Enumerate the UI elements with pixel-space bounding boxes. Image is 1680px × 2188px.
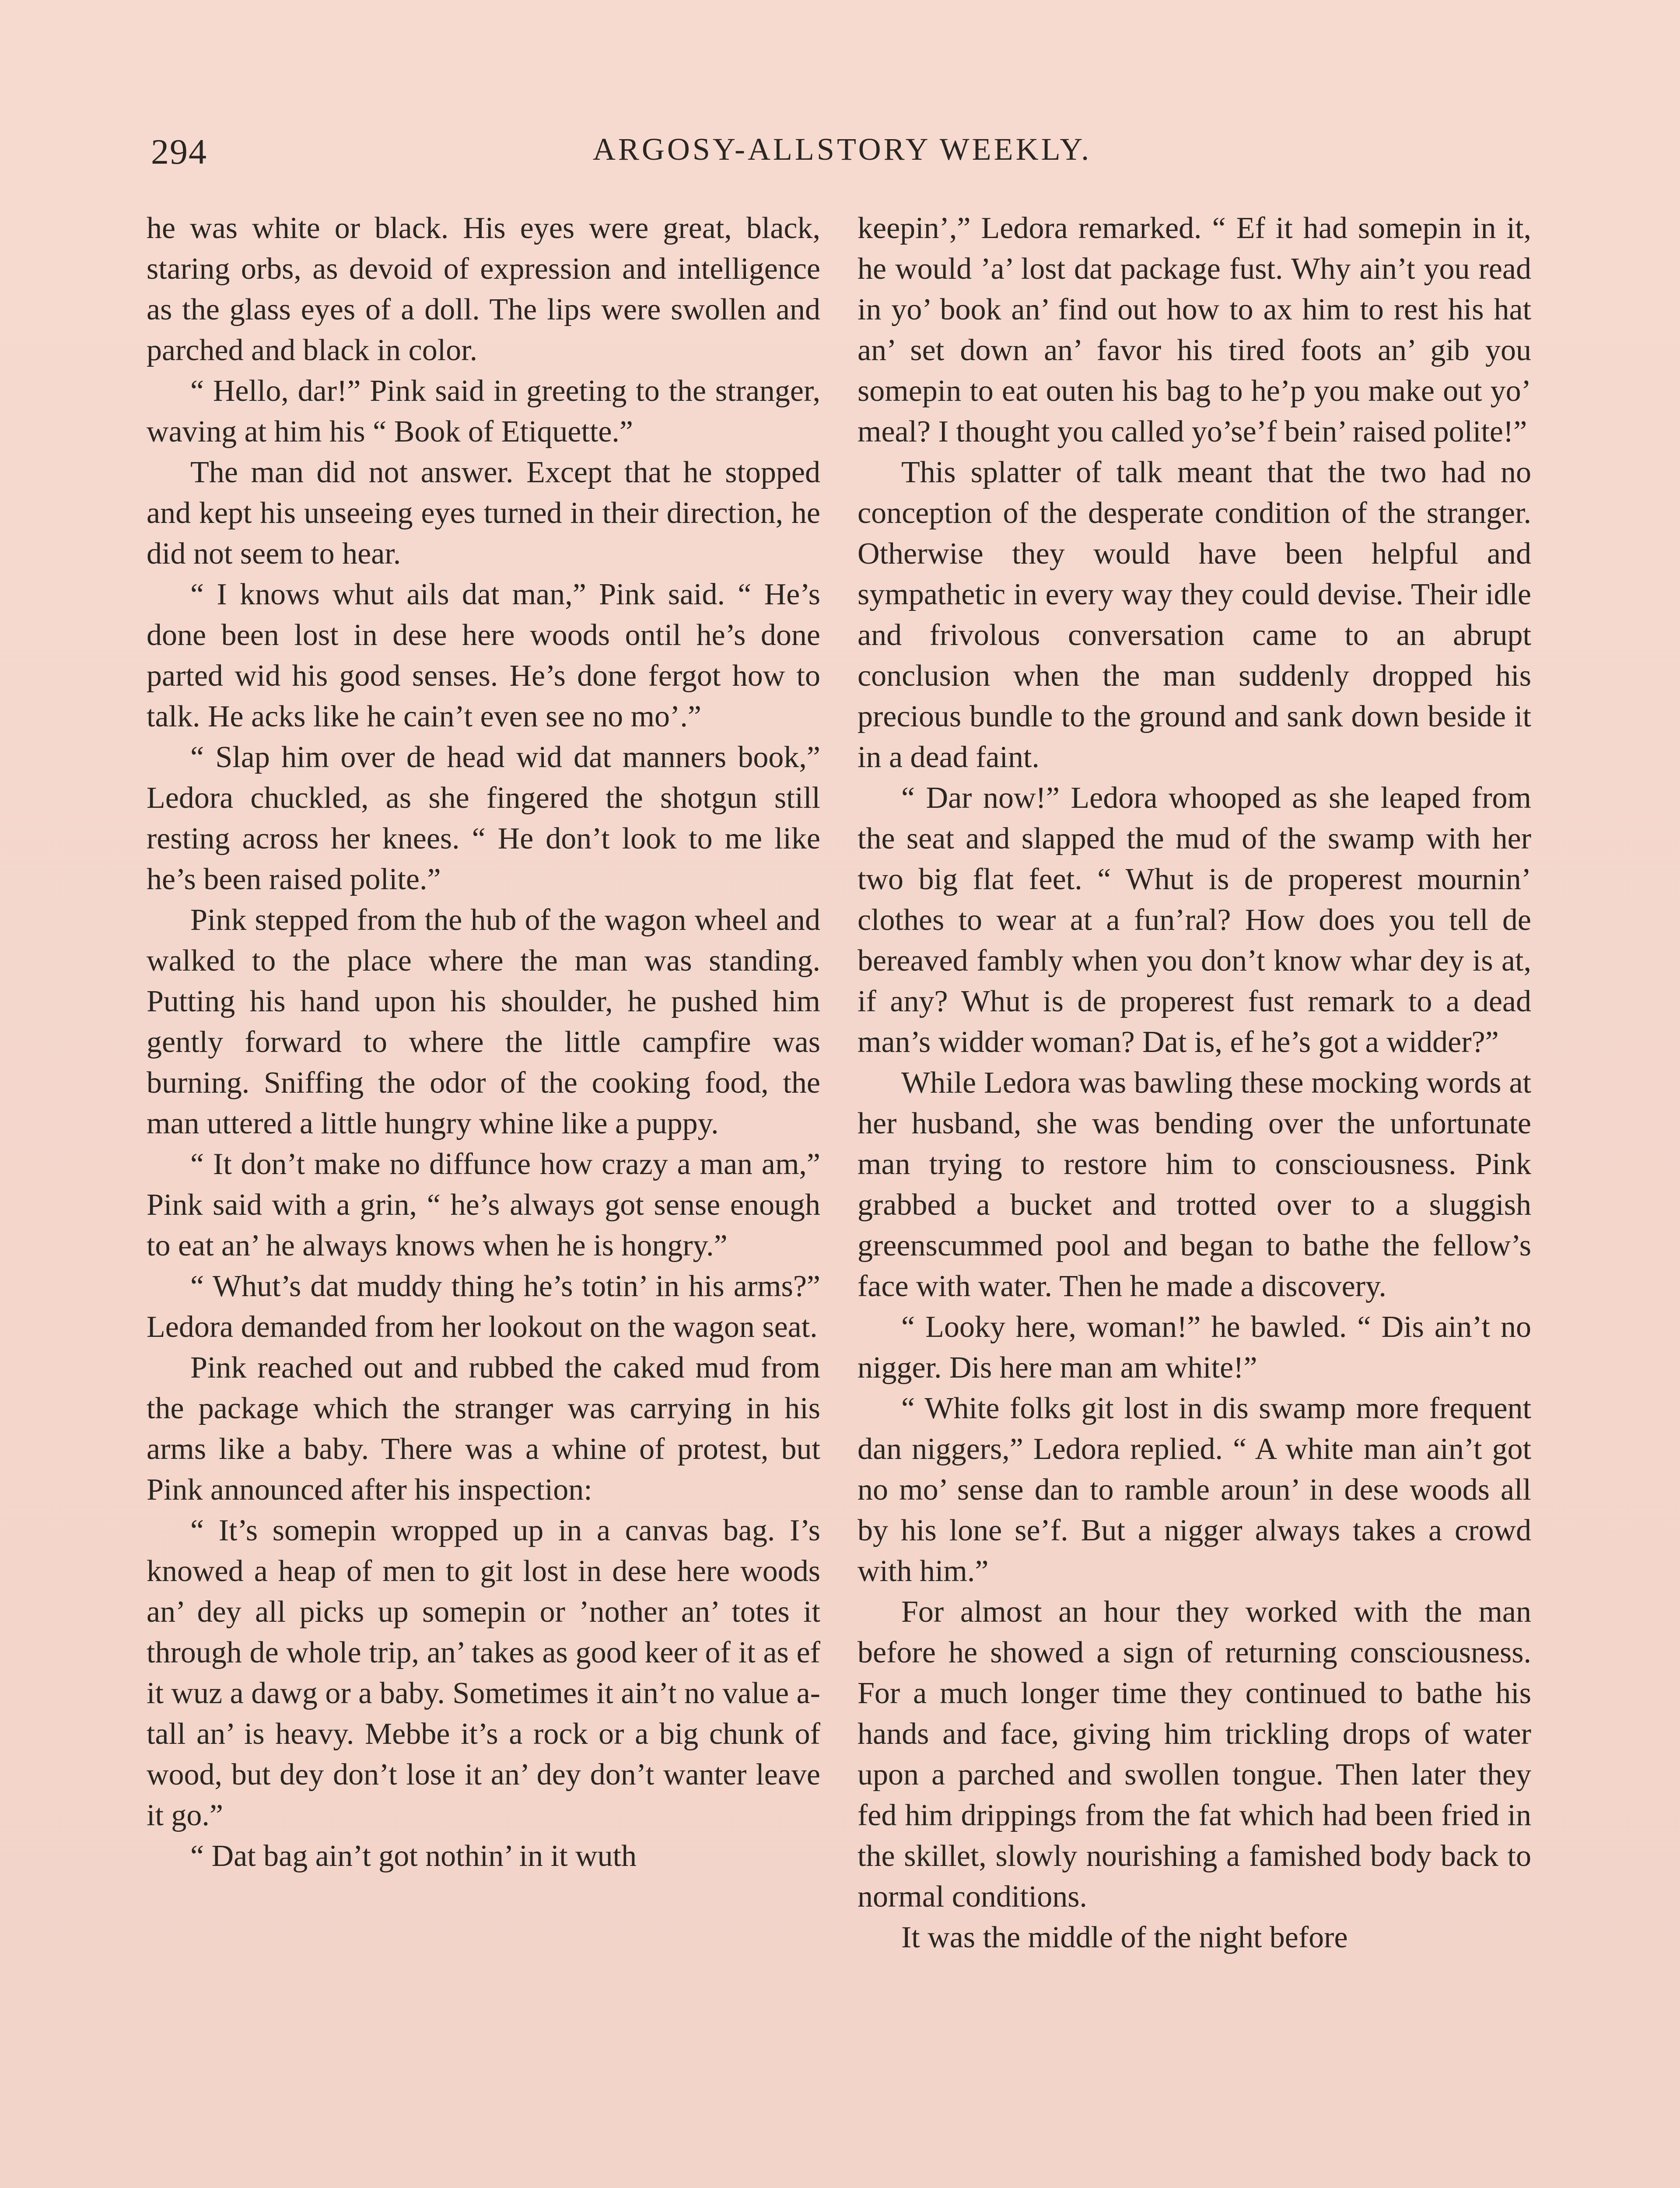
paragraph: “ Slap him over de head wid dat manners book,” Ledora chuckled, as she fingered the shotgun still resting across her knees. “ He don’t look to me like he’s been raised polite.” xyxy=(147,740,820,896)
paragraph: he was white or black. His eyes were great, black, staring orbs, as devoid of expression and intelligence as the glass eyes of a doll. The lips were swollen and parched and black in color. xyxy=(147,211,820,367)
page-number: 294 xyxy=(151,132,207,172)
paragraph: “ Dat bag ain’t got nothin’ in it wuth xyxy=(190,1839,637,1873)
paragraph: keepin’,” Ledora remarked. “ Ef it had somepin in it, he would ’a’ lost dat package fust. Why ain’t you read in yo’ book an’ find out how to ax him to rest his hat an’ set down an’ favor his tired foots an’ gib you somepin to eat outen his bag to he’p you make out yo’ meal? I thought you called yo’se’f bein’ raised polite!” xyxy=(858,211,1531,449)
paragraph: “ It don’t make no diffunce how crazy a man am,” Pink said with a grin, “ he’s always got sense enough to eat an’ he always knows when he is hongry.” xyxy=(147,1147,820,1262)
paragraph: “ I knows whut ails dat man,” Pink said. “ He’s done been lost in dese here woods ontil he’s done parted wid his good senses. He’s done fergot how to talk. He acks like he cain’t even see no mo’.” xyxy=(147,578,820,733)
running-head: ARGOSY-ALLSTORY WEEKLY. xyxy=(592,132,1092,167)
paragraph: This splatter of talk meant that the two had no conception of the desperate condition of the stranger. Otherwise they would have been helpful and sympathetic in every way they could devise. Their idle and frivolous conversation came to an abrupt conclusion when the man suddenly dropped his precious bundle to the ground and sank down beside it in a dead faint. xyxy=(858,456,1531,774)
paragraph: For almost an hour they worked with the man before he showed a sign of returning consciousness. For a much longer time they continued to bathe his hands and face, giving him trickling drops of water upon a parched and swollen tongue. Then later they fed him drippings from the fat which had been fried in the skillet, slowly nourishing a famished body back to normal conditions. xyxy=(858,1595,1531,1914)
paragraph: Pink reached out and rubbed the caked mud from the package which the stranger was carrying in his arms like a baby. There was a whine of protest, but Pink announced after his inspection: xyxy=(147,1351,820,1507)
left-column xyxy=(147,208,820,1876)
paragraph: Pink stepped from the hub of the wagon wheel and walked to the place where the man was standing. Putting his hand upon his shoulder, he pushed him gently forward to where the little campfire was burning. Sniffing the odor of the cooking food, the man uttered a little hungry whine like a puppy. xyxy=(147,903,820,1140)
paragraph: While Ledora was bawling these mocking words at her husband, she was bending over the unfortunate man trying to restore him to consciousness. Pink grabbed a bucket and trotted over to a sluggish greenscummed pool and began to bathe the fellow’s face with water. Then he made a discovery. xyxy=(858,1066,1531,1303)
paragraph: It was the middle of the night before xyxy=(901,1921,1348,1954)
paragraph: “ Looky here, woman!” he bawled. “ Dis ain’t no nigger. Dis here man am white!” xyxy=(858,1310,1531,1385)
paragraph: The man did not answer. Except that he stopped and kept his unseeing eyes turned in their direction, he did not seem to hear. xyxy=(147,456,820,571)
paragraph: “ Dar now!” Ledora whooped as she leaped from the seat and slapped the mud of the swamp with her two big flat feet. “ Whut is de properest mournin’ clothes to wear at a fun’ral? How does you tell de bereaved fambly when you don’t know whar dey is at, if any? Whut is de properest fust remark to a dead man’s widder woman? Dat is, ef he’s got a widder?” xyxy=(858,781,1531,1059)
page-header xyxy=(151,131,1533,179)
paragraph: “ It’s somepin wropped up in a canvas bag. I’s knowed a heap of men to git lost in dese here woods an’ dey all picks up somepin or ’nother an’ totes it through de whole trip, an’ takes as good keer of it as ef it wuz a dawg or a baby. Sometimes it ain’t no value a-tall an’ is heavy. Mebbe it’s a rock or a big chunk of wood, but dey don’t lose it an’ dey don’t wanter leave it go.” xyxy=(147,1514,820,1832)
paragraph: “ Hello, dar!” Pink said in greeting to the stranger, waving at him his “ Book of Etiquette.” xyxy=(147,374,820,449)
paragraph: “ Whut’s dat muddy thing he’s totin’ in his arms?” Ledora demanded from her lookout on the wagon seat. xyxy=(147,1269,820,1344)
right-column xyxy=(858,208,1531,1958)
paragraph: “ White folks git lost in dis swamp more frequent dan niggers,” Ledora replied. “ A white man ain’t got no mo’ sense dan to ramble aroun’ in dese woods all by his lone se’f. But a nigger always takes a crowd with him.” xyxy=(858,1392,1531,1588)
